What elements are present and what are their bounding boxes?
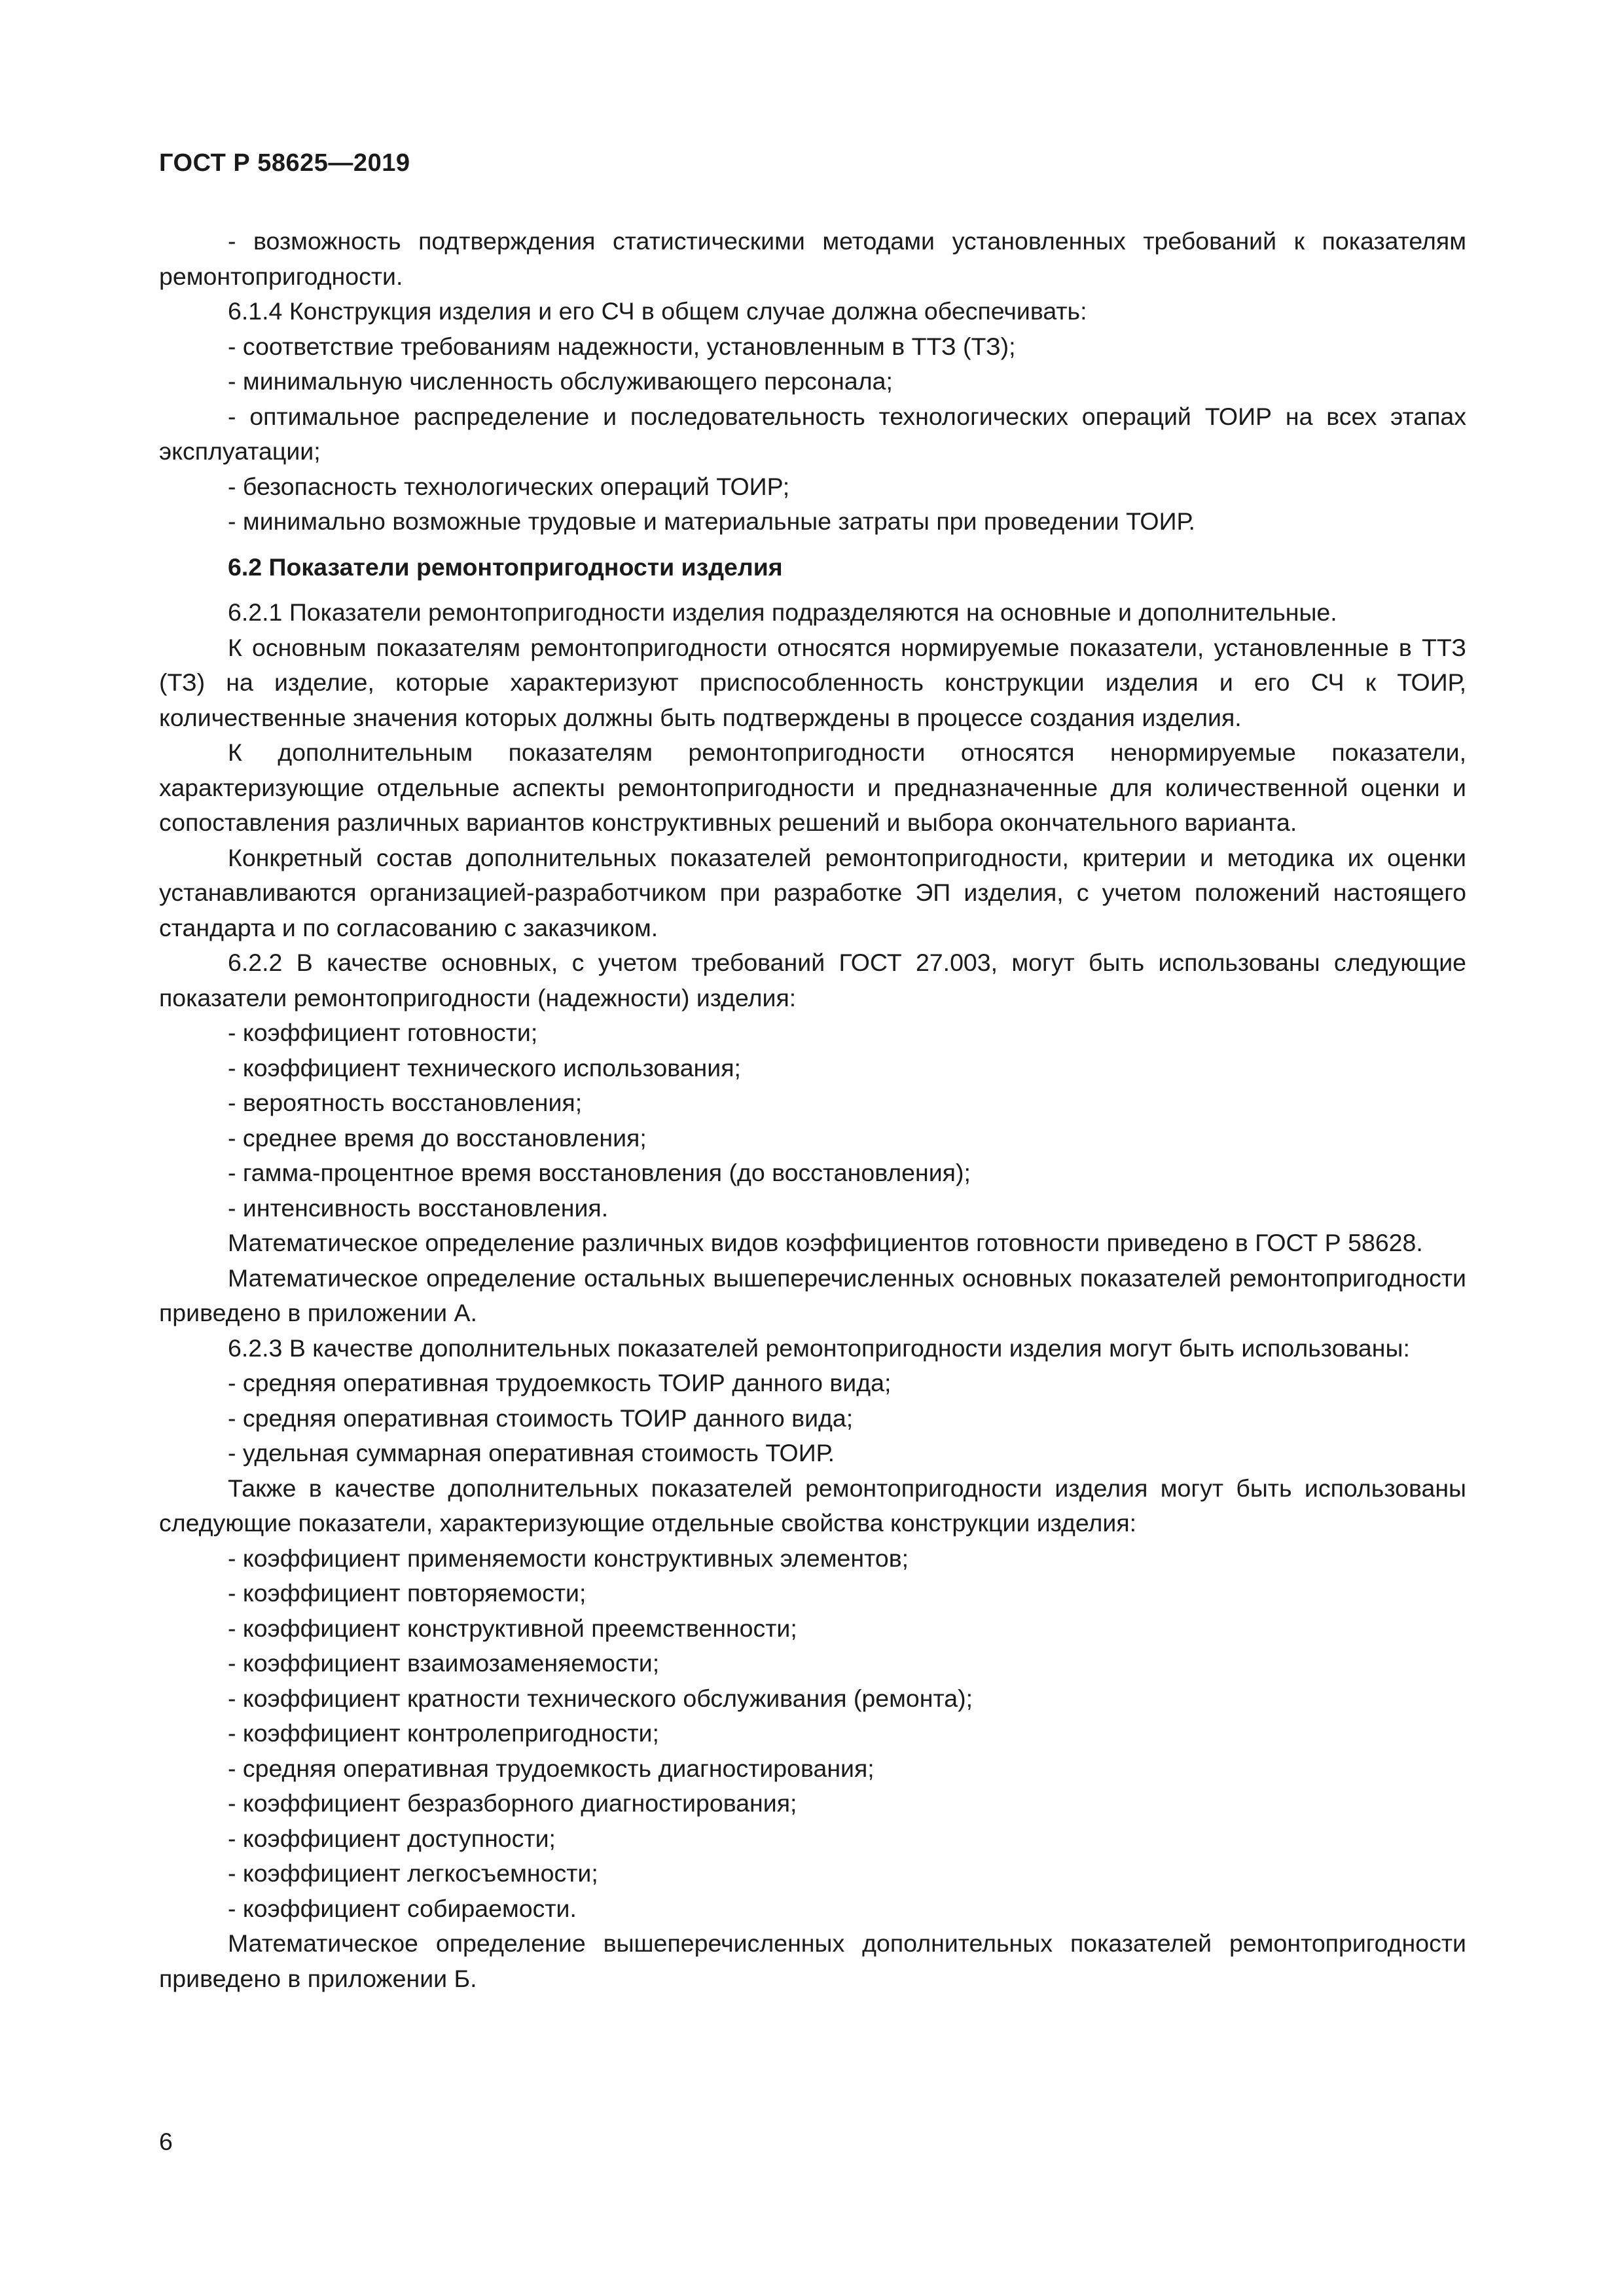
list-item: - безопасность технологических операций ТОИР; — [228, 472, 790, 500]
list-item: - коэффициент кратности технического обслуживания (ремонта); — [228, 1684, 973, 1712]
page-number: 6 — [159, 2128, 173, 2155]
list-item: - гамма-процентное время восстановления (до восстановления); — [228, 1159, 971, 1186]
section-heading-6-2: 6.2 Показатели ремонтопригодности изделия — [228, 553, 783, 581]
list-item: - коэффициент контролепригодности; — [228, 1719, 659, 1747]
list-item: - коэффициент взаимозаменяемости; — [228, 1649, 660, 1677]
list-item: - минимально возможные трудовые и материальные затраты при проведении ТОИР. — [228, 507, 1195, 535]
list-item: - интенсивность восстановления. — [228, 1194, 609, 1222]
list-item: - коэффициент собираемости. — [228, 1894, 577, 1922]
list-item: - коэффициент конструктивной преемственности; — [228, 1614, 797, 1642]
paragraph: Математическое определение остальных вышеперечисленных основных показателей ремонтопригодности приведено в приложении А. — [159, 1264, 1466, 1326]
list-item: - оптимальное распределение и последовательность технологических операций ТОИР на всех этапах эксплуатации; — [159, 402, 1466, 465]
document-header: ГОСТ Р 58625—2019 — [159, 149, 410, 177]
paragraph-6-1-4: 6.1.4 Конструкция изделия и его СЧ в общем случае должна обеспечивать: — [228, 297, 1087, 325]
list-item: - минимальную численность обслуживающего персонала; — [228, 367, 893, 395]
list-item: - коэффициент готовности; — [228, 1019, 538, 1046]
paragraph: Конкретный состав дополнительных показателей ремонтопригодности, критерии и методика их оценки устанавливаются организацией-разработчиком при разработке ЭП изделия, с учетом положений настоящего стандарта и по согласованию с заказчиком. — [159, 843, 1466, 941]
list-item: - средняя оперативная трудоемкость ТОИР данного вида; — [228, 1369, 892, 1396]
list-item: - коэффициент безразборного диагностирования; — [228, 1789, 797, 1817]
list-item: - удельная суммарная оперативная стоимость ТОИР. — [228, 1439, 835, 1467]
paragraph: Также в качестве дополнительных показателей ремонтопригодности изделия могут быть использованы следующие показатели, характеризующие отдельные свойства конструкции изделия: — [159, 1474, 1466, 1537]
list-item: - коэффициент повторяемости; — [228, 1579, 586, 1607]
list-item: - средняя оперативная стоимость ТОИР данного вида; — [228, 1404, 854, 1432]
document-body — [159, 224, 1466, 1996]
paragraph: Математическое определение различных видов коэффициентов готовности приведено в ГОСТ Р 58628. — [228, 1229, 1423, 1256]
paragraph: К дополнительным показателям ремонтопригодности относятся ненормируемые показатели, характеризующие отдельные аспекты ремонтопригодности и предназначенные для количественной оценки и сопоставления различных вариантов конструктивных решений и выбора окончательного варианта. — [159, 738, 1466, 836]
list-item: - коэффициент доступности; — [228, 1824, 556, 1852]
list-item: - вероятность восстановления; — [228, 1089, 583, 1116]
paragraph-6-2-2: 6.2.2 В качестве основных, с учетом требований ГОСТ 27.003, могут быть использованы следующие показатели ремонтопригодности (надежности) изделия: — [159, 949, 1466, 1011]
paragraph: Математическое определение вышеперечисленных дополнительных показателей ремонтопригодности приведено в приложении Б. — [159, 1929, 1466, 1992]
paragraph: К основным показателям ремонтопригодности относятся нормируемые показатели, установленные в ТТЗ (ТЗ) на изделие, которые характеризуют приспособленность конструкции изделия и его СЧ к ТОИР, количественные значения которых должны быть подтверждены в процессе создания изделия. — [159, 633, 1466, 731]
list-item: - коэффициент легкосъемности; — [228, 1859, 598, 1887]
list-item: - коэффициент технического использования; — [228, 1053, 741, 1082]
paragraph-6-2-1: 6.2.1 Показатели ремонтопригодности изделия подразделяются на основные и дополнительные. — [228, 598, 1337, 626]
paragraph-6-2-3: 6.2.3 В качестве дополнительных показателей ремонтопригодности изделия могут быть использованы: — [228, 1334, 1410, 1362]
list-item: - соответствие требованиям надежности, установленным в ТТЗ (ТЗ); — [228, 332, 1016, 360]
list-item: - среднее время до восстановления; — [228, 1123, 647, 1152]
list-item: - возможность подтверждения статистическими методами установленных требований к показателям ремонтопригодности. — [159, 227, 1466, 290]
list-item: - средняя оперативная трудоемкость диагностирования; — [228, 1754, 875, 1782]
list-item: - коэффициент применяемости конструктивных элементов; — [228, 1544, 909, 1572]
